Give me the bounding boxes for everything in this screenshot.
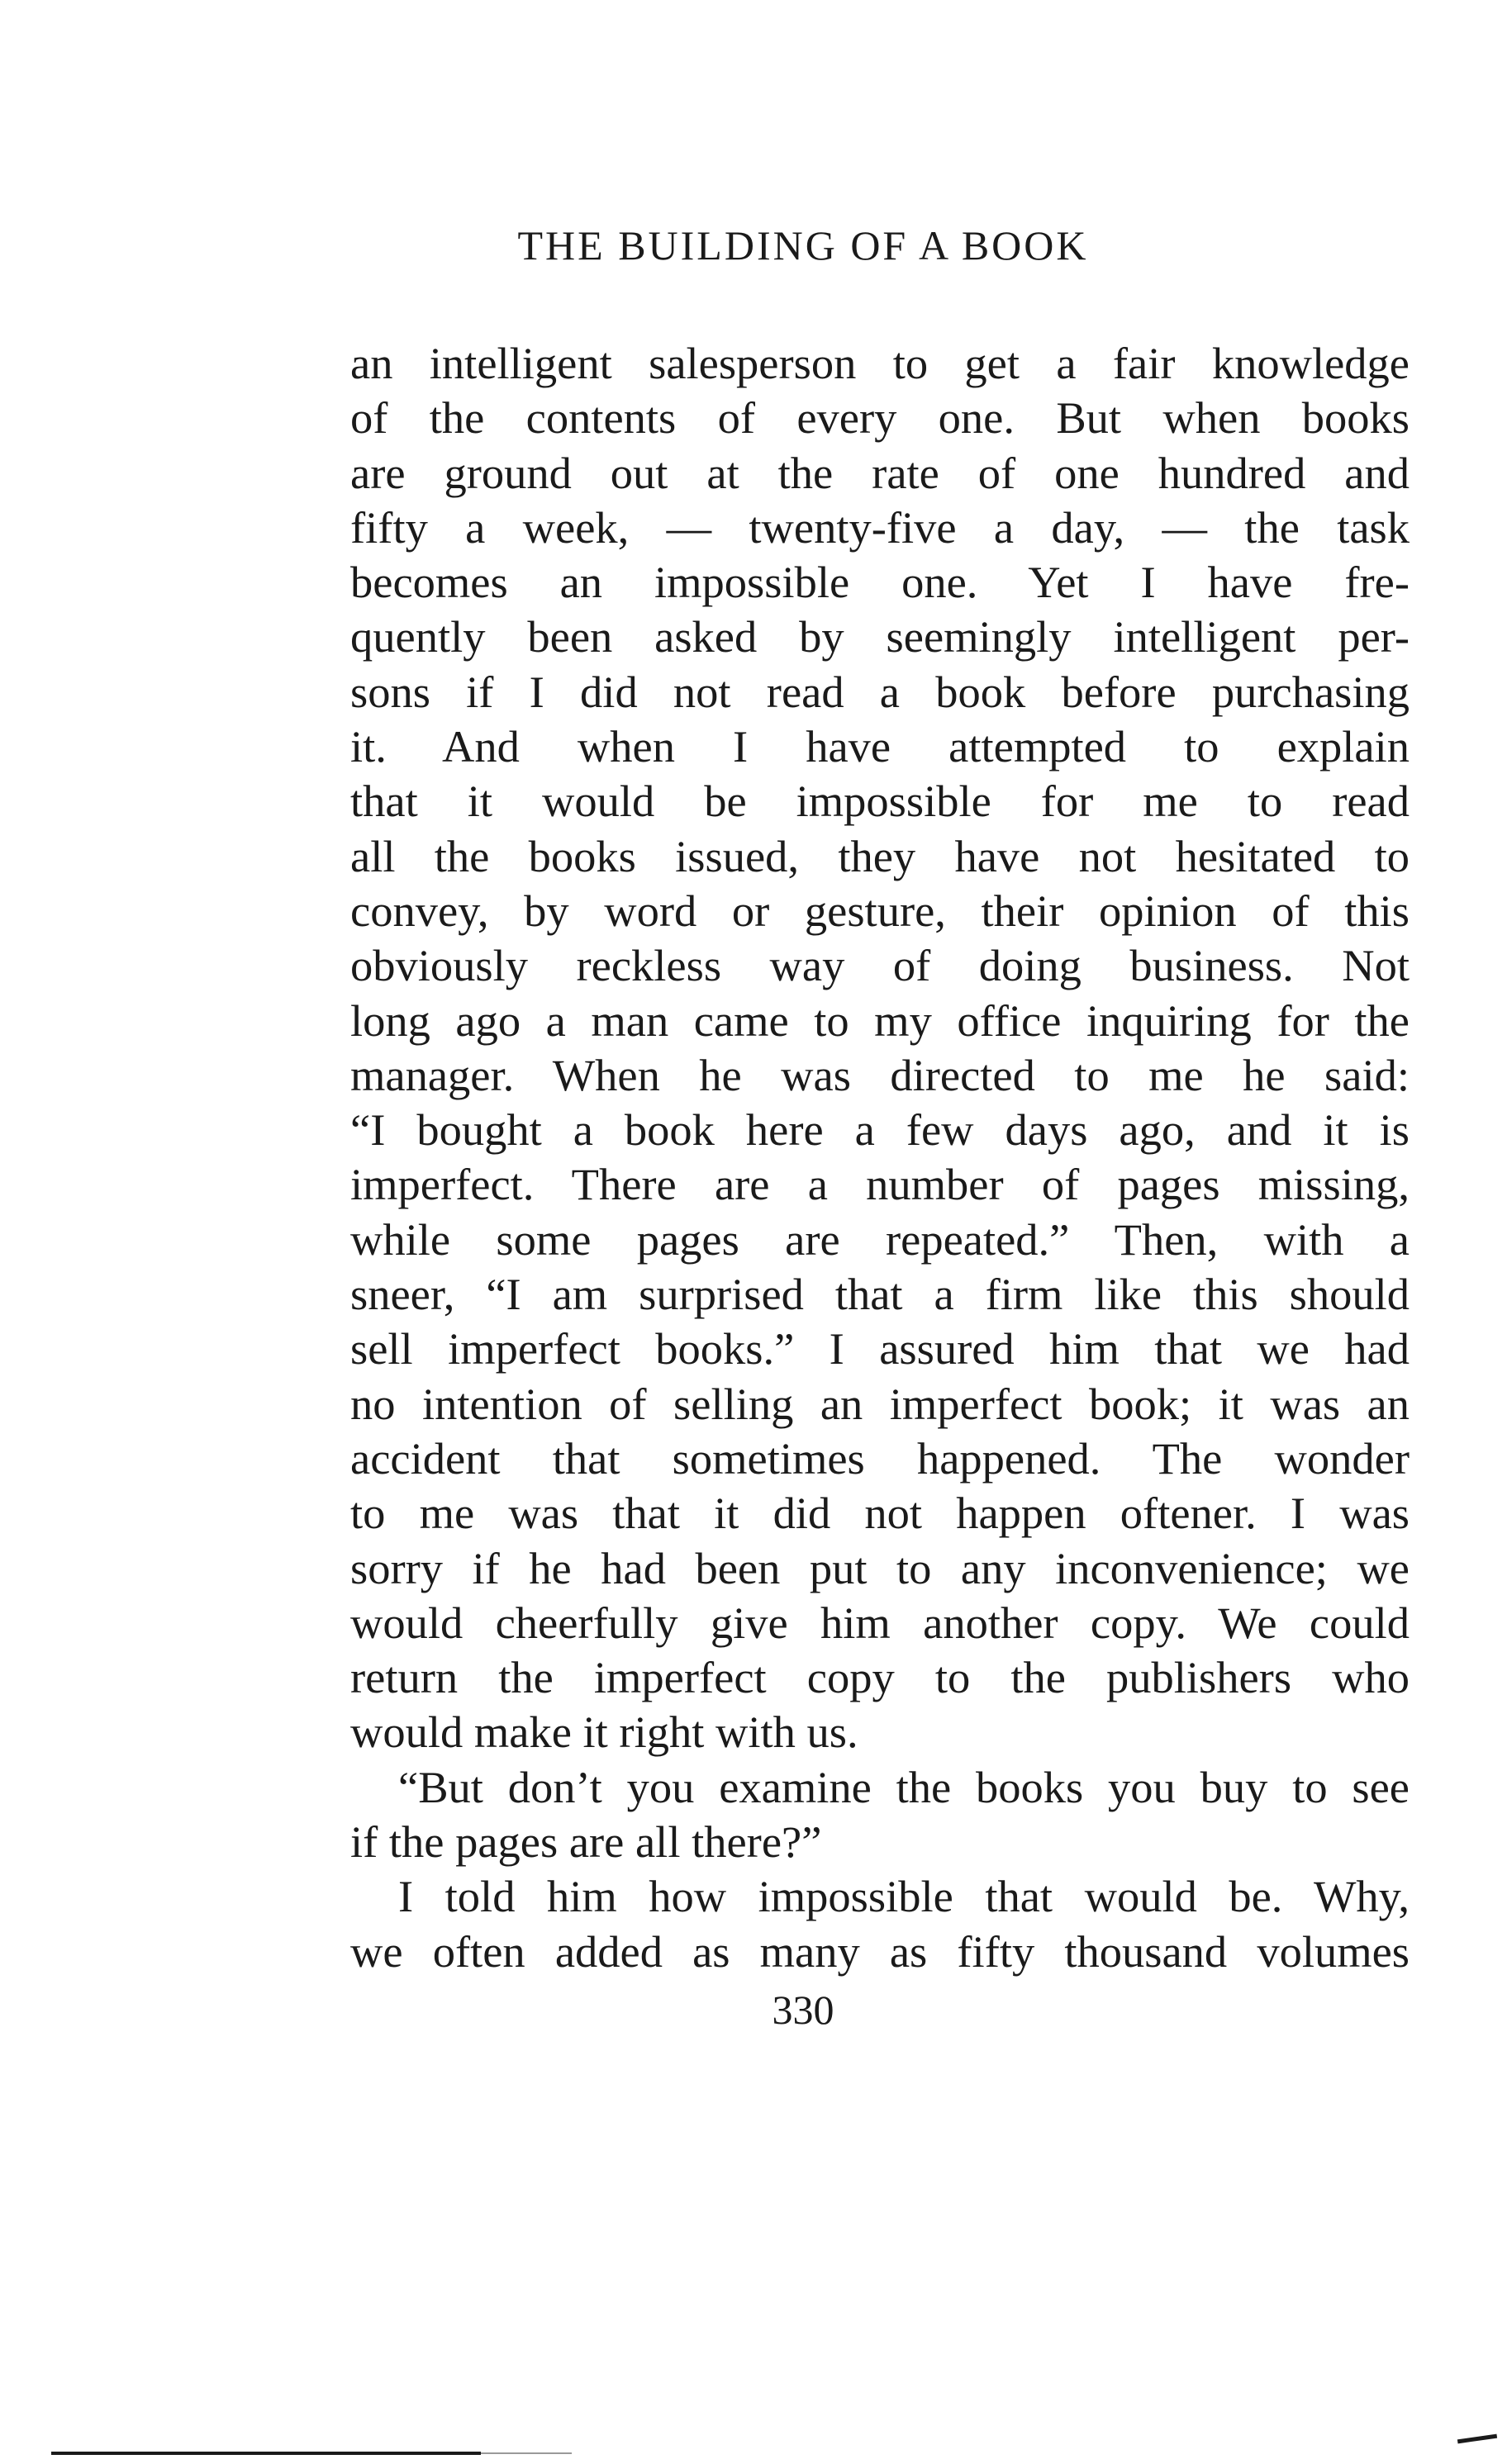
text-line: manager. When he was directed to me he said: — [350, 1049, 1410, 1100]
text-line-paragraph-end: would make it right with us. — [350, 1707, 858, 1758]
text-line-paragraph-start: “But don’t you examine the books you buy to see — [398, 1761, 1410, 1812]
text-line: obviously reckless way of doing business. Not — [350, 940, 1410, 991]
text-line: accident that sometimes happened. The wonder — [350, 1432, 1410, 1484]
text-line: “I bought a book here a few days ago, and it is — [350, 1104, 1410, 1156]
page-number: 330 — [772, 1987, 834, 2033]
text-line: convey, by word or gesture, their opinion of this — [350, 885, 1410, 936]
text-line: we often added as many as fifty thousand volumes — [350, 1925, 1410, 1977]
text-line: no intention of selling an imperfect book; it was an — [350, 1378, 1410, 1429]
text-line: of the contents of every one. But when books — [350, 392, 1410, 444]
text-line: sons if I did not read a book before purchasing — [350, 666, 1410, 717]
text-line: fifty a week, — twenty-five a day, — the task — [350, 501, 1410, 553]
text-line: all the books issued, they have not hesitated to — [350, 830, 1410, 881]
text-line-paragraph-start: I told him how impossible that would be. Why, — [398, 1871, 1410, 1922]
scan-corner-mark — [1457, 2434, 1497, 2444]
text-line: becomes an impossible one. Yet I have fre- — [350, 557, 1410, 608]
scan-edge-mark — [51, 2452, 481, 2455]
body-text — [350, 336, 1410, 1979]
text-line: would cheerfully give him another copy. We could — [350, 1597, 1410, 1648]
running-head: THE BUILDING OF A BOOK — [517, 222, 1089, 268]
text-line: quently been asked by seemingly intelligent per- — [350, 611, 1410, 662]
text-line: to me was that it did not happen oftener. I was — [350, 1488, 1410, 1539]
text-line: return the imperfect copy to the publishers who — [350, 1652, 1410, 1703]
text-line: sneer, “I am surprised that a firm like this should — [350, 1269, 1410, 1320]
text-line: imperfect. There are a number of pages missing, — [350, 1159, 1410, 1210]
text-line: sell imperfect books.” I assured him that we had — [350, 1323, 1410, 1374]
text-line: an intelligent salesperson to get a fair knowledge — [350, 338, 1410, 388]
text-line: are ground out at the rate of one hundred and — [350, 447, 1410, 498]
scan-edge-mark-faint — [481, 2452, 572, 2454]
text-line: while some pages are repeated.” Then, with a — [350, 1213, 1410, 1265]
text-line: sorry if he had been put to any inconvenience; we — [350, 1542, 1410, 1593]
text-line: that it would be impossible for me to read — [350, 776, 1410, 827]
text-line: it. And when I have attempted to explain — [350, 721, 1410, 772]
text-line-paragraph-end: if the pages are all there?” — [350, 1816, 822, 1868]
text-line: long ago a man came to my office inquiring for the — [350, 995, 1410, 1046]
